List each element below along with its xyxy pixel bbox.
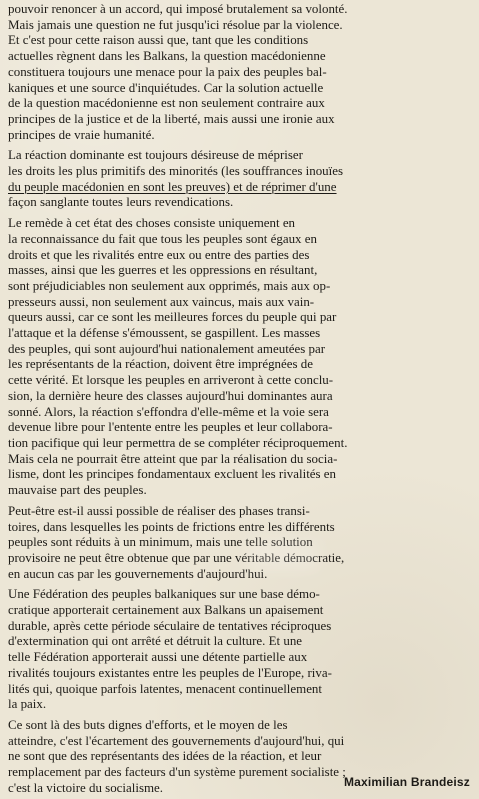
paragraph-5-line-6: rivalités toujours existantes entre les peuples de l'Europe, riva- xyxy=(8,664,332,680)
paragraph-3-line-11: cette vérité. Et lorsque les peuples en arriveront à cette conclu- xyxy=(8,372,334,388)
paragraph-6-line-5: c'est la victoire du socialisme. xyxy=(8,779,164,795)
paragraph-2 xyxy=(8,147,471,210)
paragraph-3-line-3: droits et que les rivalités entre eux ou entre des parties des xyxy=(8,246,310,262)
paragraph-3-line-5: sont préjudiciables non seulement aux opprimés, mais aux op- xyxy=(8,277,331,293)
paragraph-5 xyxy=(8,586,471,712)
article-body xyxy=(8,1,471,795)
paragraph-3-line-16: Mais cela ne pourrait être atteint que par la réalisation du socia- xyxy=(8,450,338,466)
paragraph-6-line-4: remplacement par des facteurs d'un système purement socialiste ; xyxy=(8,764,346,780)
paragraph-5-line-3: durable, après cette période séculaire de tentatives réciproques xyxy=(8,617,332,633)
paragraph-3-line-7: queurs aussi, car ce sont les meilleures forces du peuple qui par xyxy=(8,309,337,325)
paragraph-3-line-15: tion pacifique qui leur permettra de se compléter réciproquement. xyxy=(8,434,348,450)
paragraph-3-line-8: l'attaque et la défense s'émoussent, se gaspillent. Les masses xyxy=(8,325,321,341)
paragraph-5-line-5: telle Fédération apporterait aussi une détente partielle aux xyxy=(8,649,308,665)
paragraph-4-line-3: peuples sont réduits à un minimum, mais une telle solution xyxy=(8,534,313,550)
paragraph-2-line-3: du peuple macédonien en sont les preuves) et de réprimer d'une xyxy=(8,178,337,194)
paragraph-3-line-6: presseurs aussi, non seulement aux vaincus, mais aux vain- xyxy=(8,293,315,309)
paragraph-2-line-1: La réaction dominante est toujours désireuse de mépriser xyxy=(8,147,303,163)
paragraph-3-line-1: Le remède à cet état des choses consiste uniquement en xyxy=(8,215,296,231)
paragraph-5-line-1: Une Fédération des peuples balkaniques sur une base démo- xyxy=(8,586,320,602)
paragraph-1-line-7: de la question macédonienne est non seulement contraire aux xyxy=(8,95,325,111)
paragraph-6-line-2: atteindre, c'est l'écartement des gouvernements d'aujourd'hui, qui xyxy=(8,732,345,748)
paragraph-2-line-4: façon sanglante toutes leurs revendications. xyxy=(8,194,234,210)
paragraph-1-line-6: kaniques et une source d'inquiétudes. Car la solution actuelle xyxy=(8,79,324,95)
paragraph-5-line-7: lités qui, quoique parfois latentes, menacent continuellement xyxy=(8,680,322,696)
paragraph-5-line-4: d'extermination qui ont arrêté et détruit la culture. Et une xyxy=(8,633,303,649)
paragraph-1-line-5: constituera toujours une menace pour la paix des peuples bal- xyxy=(8,63,327,79)
paragraph-2-line-2: les droits les plus primitifs des minorités (les souffrances inouïes xyxy=(8,163,344,179)
author-signature: Maximilian Brandeisz xyxy=(343,775,470,789)
paragraph-3-line-13: sonné. Alors, la réaction s'effondra d'elle-même et la voie sera xyxy=(8,403,329,419)
paragraph-1-line-3: Et c'est pour cette raison aussi que, tant que les conditions xyxy=(8,32,309,48)
paragraph-1-line-1: pouvoir renoncer à un accord, qui imposé brutalement sa volonté. xyxy=(8,1,348,16)
paragraph-3-line-2: la reconnaissance du fait que tous les peuples sont égaux en xyxy=(8,230,317,246)
paragraph-6-line-1: Ce sont là des buts dignes d'efforts, et le moyen de les xyxy=(8,716,288,732)
paragraph-6-line-3: ne sont que des représentants des idées de la réaction, et leur xyxy=(8,748,322,764)
paragraph-1 xyxy=(8,1,471,142)
paragraph-4-line-1: Peut-être est-il aussi possible de réaliser des phases transi- xyxy=(8,502,310,518)
paragraph-1-line-2: Mais jamais une question ne fut jusqu'ici résolue par la violence. xyxy=(8,16,343,32)
paragraph-4-line-5: en aucun cas par les gouvernements d'aujourd'hui. xyxy=(8,565,268,581)
paragraph-4 xyxy=(8,503,471,582)
paragraph-1-line-9: principes de vraie humanité. xyxy=(8,126,155,142)
paragraph-3-line-18: mauvaise part des peuples. xyxy=(8,482,147,498)
paragraph-3-line-14: devenue libre pour l'entente entre les peuples et leur collabora- xyxy=(8,419,333,435)
paragraph-5-line-8: la paix. xyxy=(8,696,47,712)
paragraph-3-line-12: sion, la dernière heure des classes aujourd'hui dominantes aura xyxy=(8,387,333,403)
paragraph-3-line-10: les représentants de la réaction, doivent être imprégnées de xyxy=(8,356,313,372)
paragraph-4-line-2: toires, dans lesquelles les points de frictions entre les différents xyxy=(8,518,335,534)
paragraph-1-line-8: principes de la justice et de la liberté, mais aussi une ironie aux xyxy=(8,110,335,126)
paragraph-5-line-2: cratique apporterait certainement aux Balkans un apaisement xyxy=(8,602,324,618)
paragraph-3-line-17: lisme, dont les principes fondamentaux excluent les rivalités en xyxy=(8,466,337,482)
paragraph-3-line-4: masses, ainsi que les guerres et les oppressions en résultant, xyxy=(8,262,318,278)
paragraph-1-line-4: actuelles règnent dans les Balkans, la question macédonienne xyxy=(8,48,326,64)
paragraph-3 xyxy=(8,215,471,498)
paragraph-3-line-9: des peuples, qui sont aujourd'hui nationalement ameutées par xyxy=(8,340,326,356)
paragraph-4-line-4: provisoire ne peut être obtenue que par une véritable démocratie, xyxy=(8,549,345,565)
